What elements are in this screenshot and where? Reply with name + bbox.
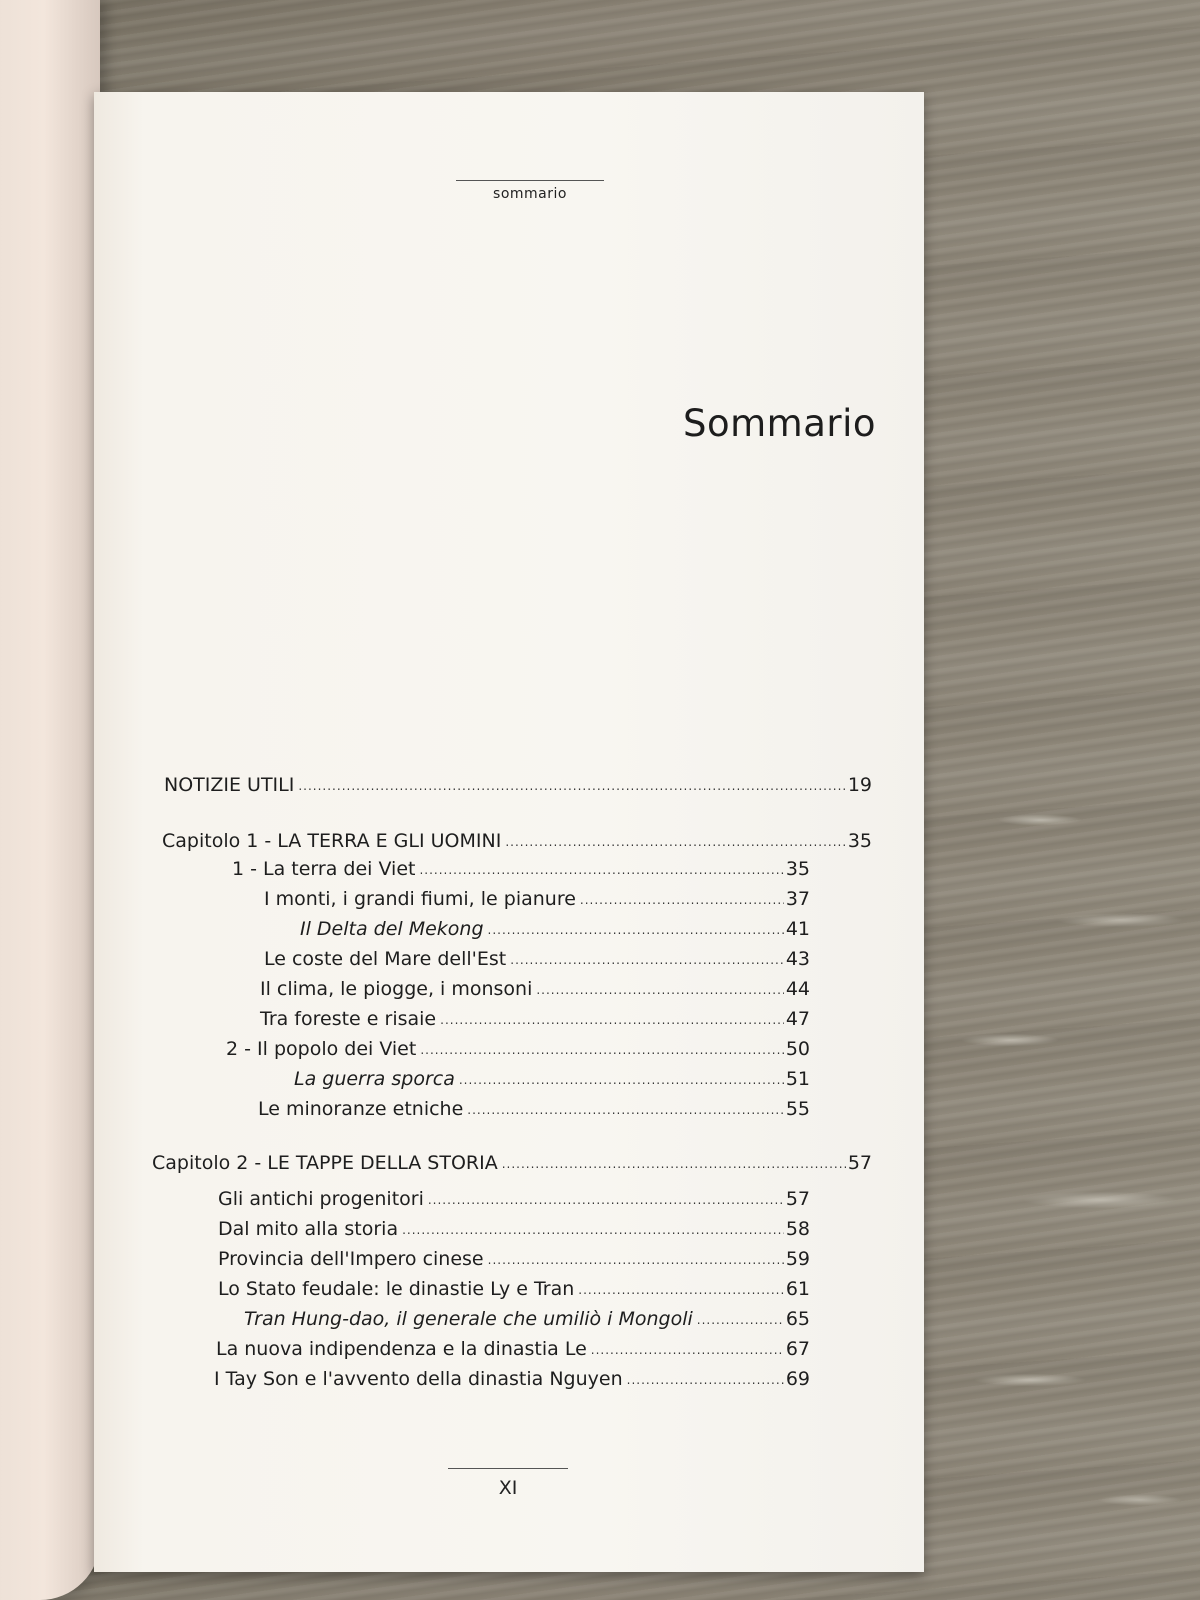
toc-entry	[260, 1004, 810, 1030]
toc-entry	[162, 826, 872, 852]
toc-leader-dots	[298, 780, 845, 792]
toc-entry	[300, 914, 810, 940]
page-title: Sommario	[682, 402, 876, 445]
toc-entry-label: La guerra sporca	[294, 1068, 455, 1090]
toc-entry	[164, 770, 872, 796]
toc-leader-dots	[627, 1374, 784, 1386]
toc-leader-dots	[488, 924, 784, 936]
toc-entry-page: 35	[785, 858, 810, 880]
toc-entry-label: Le coste del Mare dell'Est	[264, 948, 507, 970]
toc-leader-dots	[580, 894, 784, 906]
toc-leader-dots	[502, 1158, 846, 1170]
toc-leader-dots	[459, 1074, 784, 1086]
toc-entry-label: Capitolo 1 - LA TERRA E GLI UOMINI	[162, 830, 502, 852]
toc-leader-dots	[591, 1344, 784, 1356]
toc-entry	[218, 1214, 810, 1240]
toc-entry	[226, 1034, 810, 1060]
toc-entry	[258, 1094, 810, 1120]
toc-entry	[216, 1334, 810, 1360]
toc-entry-label: Capitolo 2 - LE TAPPE DELLA STORIA	[152, 1152, 498, 1174]
toc-leader-dots	[510, 954, 784, 966]
toc-leader-dots	[428, 1194, 784, 1206]
table-surface	[920, 780, 1200, 1600]
toc-leader-dots	[536, 984, 783, 996]
toc-entry-page: 43	[785, 948, 810, 970]
running-head: sommario	[456, 180, 604, 202]
toc-entry-label: Gli antichi progenitori	[218, 1188, 424, 1210]
toc-entry-page: 65	[785, 1308, 810, 1330]
toc-leader-dots	[440, 1014, 784, 1026]
toc-entry	[232, 854, 810, 880]
toc-leader-dots	[488, 1254, 784, 1266]
toc-entry-page: 37	[785, 888, 810, 910]
toc-entry-page: 55	[785, 1098, 810, 1120]
toc-entry-page: 51	[785, 1068, 810, 1090]
toc-entry-label: Le minoranze etniche	[258, 1098, 464, 1120]
toc-entry-page: 44	[785, 978, 810, 1000]
toc-leader-dots	[697, 1314, 784, 1326]
toc-entry-page: 58	[785, 1218, 810, 1240]
toc-entry-page: 69	[785, 1368, 810, 1390]
toc-entry-label: Dal mito alla storia	[218, 1218, 399, 1240]
toc-entry-label: Il Delta del Mekong	[300, 918, 484, 940]
table-of-contents	[94, 92, 924, 1572]
page-number: XI	[448, 1468, 568, 1499]
toc-leader-dots	[467, 1104, 784, 1116]
toc-entry	[264, 944, 810, 970]
toc-entry-label: NOTIZIE UTILI	[164, 774, 295, 796]
toc-entry	[214, 1364, 810, 1390]
book-page	[94, 92, 924, 1572]
toc-entry-page: 41	[785, 918, 810, 940]
toc-entry-label: La nuova indipendenza e la dinastia Le	[216, 1338, 587, 1360]
toc-entry-page: 50	[785, 1038, 810, 1060]
toc-entry	[218, 1274, 810, 1300]
toc-entry-page: 19	[847, 774, 872, 796]
toc-entry-label: 1 - La terra dei Viet	[232, 858, 416, 880]
toc-entry-page: 67	[785, 1338, 810, 1360]
toc-entry	[218, 1184, 810, 1210]
toc-leader-dots	[420, 1044, 783, 1056]
toc-entry-label: 2 - Il popolo dei Viet	[226, 1038, 417, 1060]
toc-entry	[152, 1148, 872, 1174]
toc-leader-dots	[505, 836, 846, 848]
toc-entry-label: Provincia dell'Impero cinese	[218, 1248, 484, 1270]
toc-entry-page: 61	[785, 1278, 810, 1300]
toc-entry-page: 35	[847, 830, 872, 852]
toc-entry-page: 47	[785, 1008, 810, 1030]
toc-entry-label: I Tay Son e l'avvento della dinastia Nguyen	[214, 1368, 623, 1390]
toc-entry	[260, 974, 810, 1000]
toc-entry	[264, 884, 810, 910]
toc-entry-label: I monti, i grandi fiumi, le pianure	[264, 888, 576, 910]
toc-entry-label: Lo Stato feudale: le dinastie Ly e Tran	[218, 1278, 575, 1300]
toc-entry-page: 59	[785, 1248, 810, 1270]
toc-entry-page: 57	[785, 1188, 810, 1210]
toc-entry	[294, 1064, 810, 1090]
toc-leader-dots	[402, 1224, 784, 1236]
toc-entry-label: Tra foreste e risaie	[260, 1008, 437, 1030]
facing-page-edge	[0, 0, 100, 1600]
toc-entry	[218, 1244, 810, 1270]
toc-leader-dots	[578, 1284, 784, 1296]
toc-leader-dots	[419, 864, 783, 876]
toc-entry-page: 57	[847, 1152, 872, 1174]
toc-entry-label: Tran Hung-dao, il generale che umiliò i Mongoli	[244, 1308, 693, 1330]
toc-entry	[244, 1304, 810, 1330]
toc-entry-label: Il clima, le piogge, i monsoni	[260, 978, 533, 1000]
